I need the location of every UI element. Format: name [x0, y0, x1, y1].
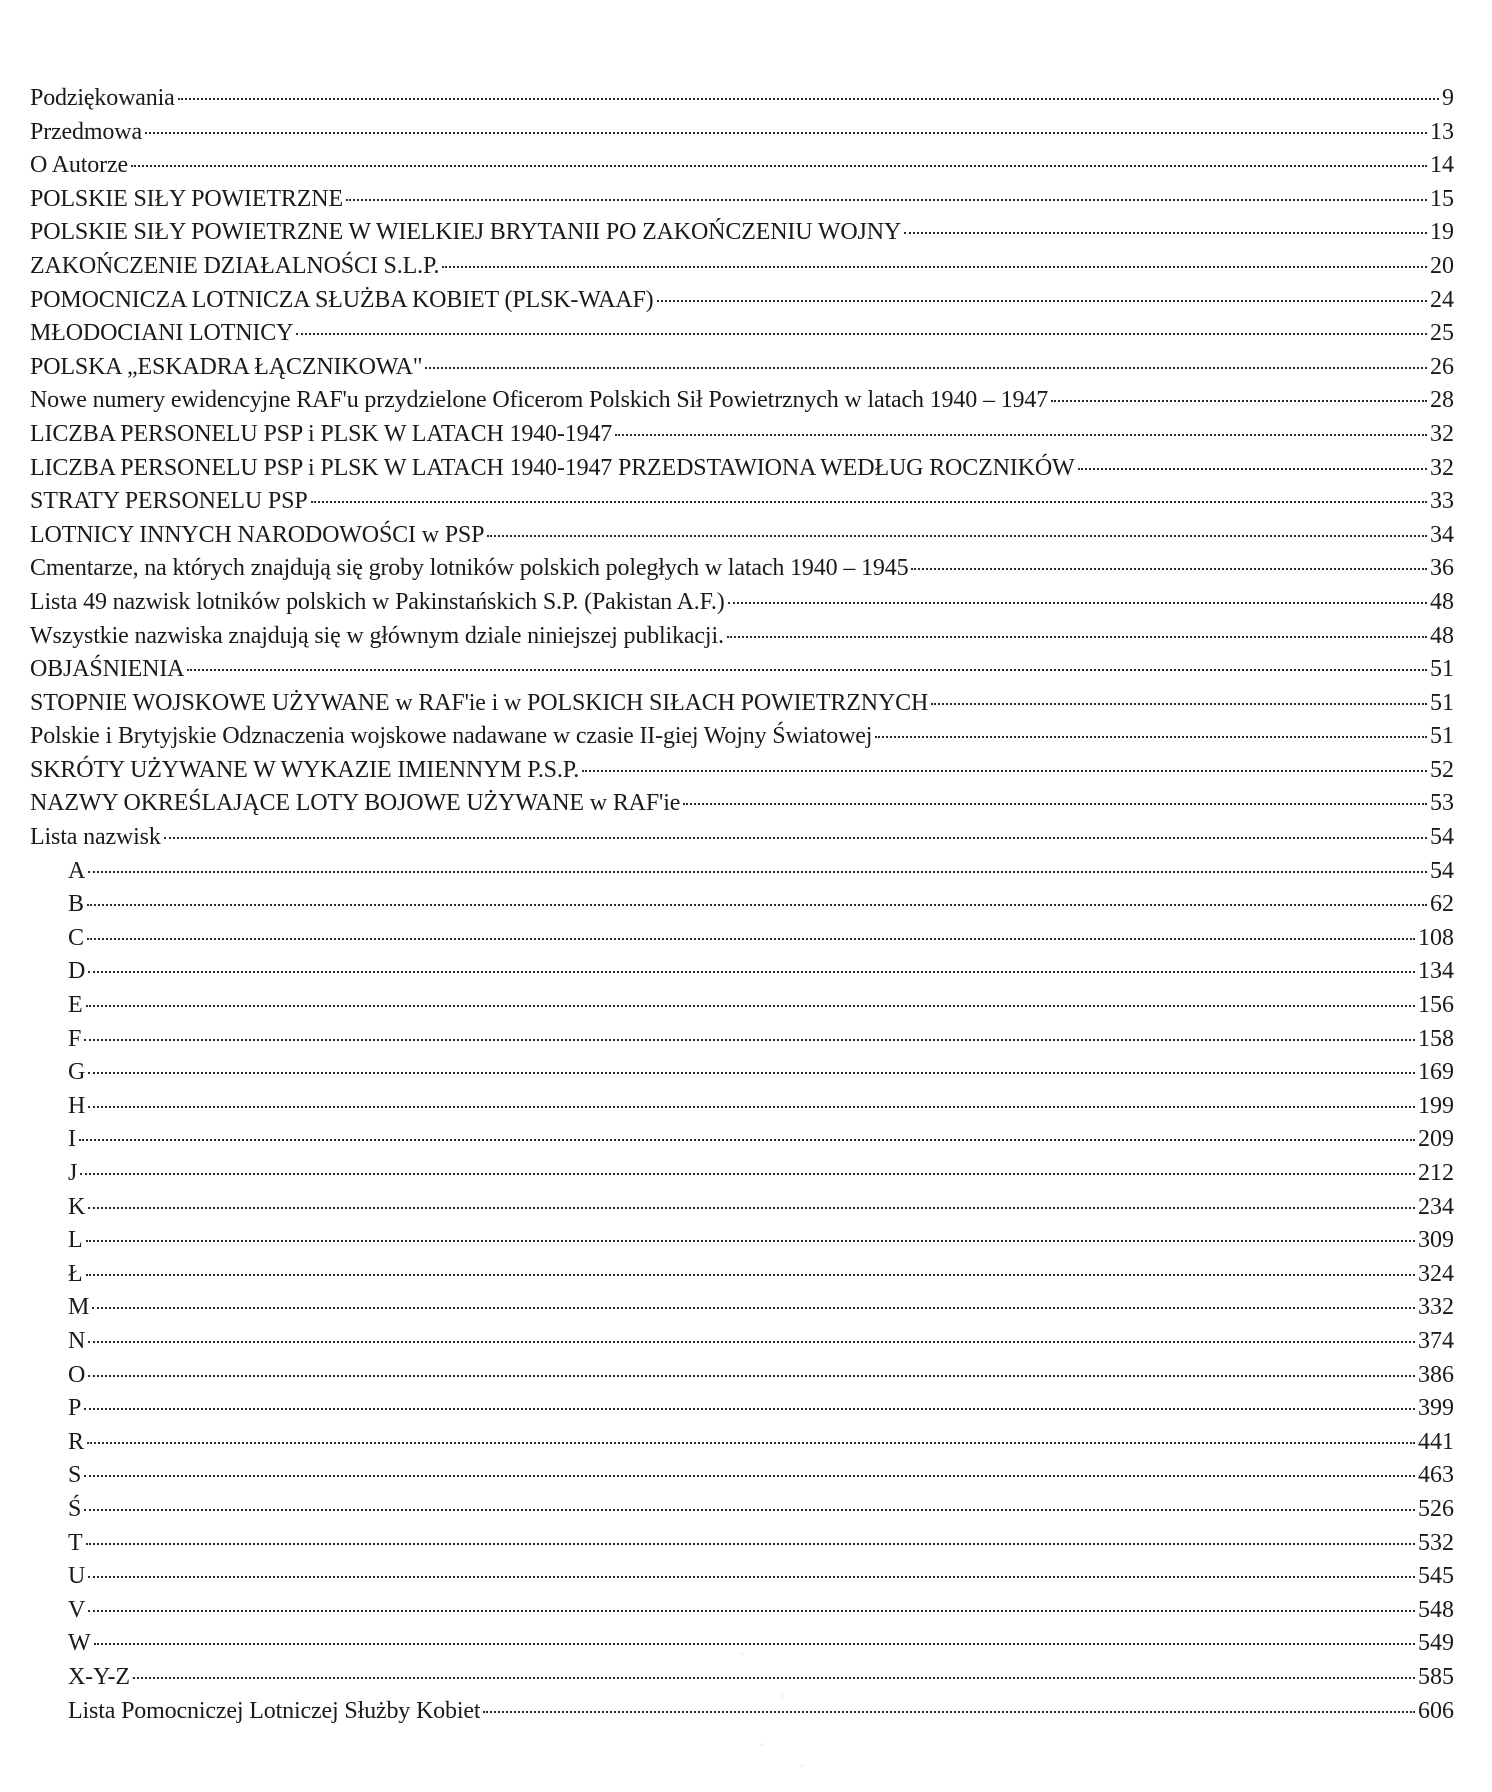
- dot-leader: [88, 1374, 1415, 1377]
- dot-leader: [164, 836, 1427, 839]
- toc-sub-entry-t[interactable]: [30, 1527, 1454, 1561]
- toc-entry-title: NAZWY OKREŚLAJĄCE LOTY BOJOWE UŻYWANE w RAF'ie: [30, 790, 681, 817]
- toc-entry-lotnicy-innych-narodowosci[interactable]: [30, 519, 1454, 553]
- dot-leader: [657, 299, 1428, 302]
- toc-sub-entry-j[interactable]: [30, 1157, 1454, 1191]
- toc-entry-title: S: [68, 1462, 82, 1489]
- toc-entry-title: LICZBA PERSONELU PSP i PLSK W LATACH 1940-1947 PRZEDSTAWIONA WEDŁUG ROCZNIKÓW: [30, 454, 1075, 481]
- toc-entry-title: B: [68, 891, 84, 918]
- toc-sub-entry-i[interactable]: [30, 1123, 1454, 1157]
- dot-leader: [187, 668, 1427, 671]
- toc-entry-nowe-numery-ewidencyjne[interactable]: [30, 384, 1454, 418]
- toc-entry-title: O: [68, 1361, 86, 1388]
- toc-entry-page: 51: [1430, 689, 1454, 716]
- dot-leader: [911, 567, 1427, 570]
- dot-leader: [88, 1206, 1415, 1209]
- dot-leader: [425, 366, 1427, 369]
- toc-entry-title: STRATY PERSONELU PSP: [30, 488, 308, 515]
- dot-leader: [931, 702, 1427, 705]
- toc-entry-page: 53: [1430, 790, 1454, 817]
- toc-entry-title: K: [68, 1193, 86, 1220]
- toc-entry-title: L: [68, 1227, 83, 1254]
- dot-leader: [296, 332, 1427, 335]
- scan-artifact: [722, 1640, 822, 1780]
- toc-entry-title: Lista nazwisk: [30, 824, 161, 851]
- toc-entry-title: Ł: [68, 1260, 83, 1287]
- toc-sub-entry-a[interactable]: [30, 855, 1454, 889]
- toc-entry-page: 332: [1418, 1294, 1454, 1321]
- toc-entry-title: Lista Pomocniczej Lotniczej Służby Kobiet: [68, 1697, 481, 1724]
- toc-entry-page: 374: [1418, 1327, 1454, 1354]
- dot-leader: [88, 1105, 1415, 1108]
- toc-entry-psp-w-wielkiej-brytanii[interactable]: [30, 216, 1454, 250]
- dot-leader: [84, 1407, 1415, 1410]
- toc-entry-objasnienia[interactable]: [30, 653, 1454, 687]
- toc-entry-przedmowa[interactable]: [30, 116, 1454, 150]
- toc-entry-pomocnicza-sluzba-kobiet[interactable]: [30, 284, 1454, 318]
- toc-entry-skroty[interactable]: [30, 754, 1454, 788]
- toc-sub-entry-e[interactable]: [30, 989, 1454, 1023]
- toc-entry-podziekowania[interactable]: [30, 82, 1454, 116]
- dot-leader: [87, 903, 1427, 906]
- dot-leader: [346, 198, 1427, 201]
- toc-sub-entry-u[interactable]: [30, 1560, 1454, 1594]
- toc-entry-page: 24: [1430, 286, 1454, 313]
- toc-entry-page: 441: [1418, 1428, 1454, 1455]
- toc-entry-odznaczenia[interactable]: [30, 720, 1454, 754]
- toc-entry-title: LOTNICY INNYCH NARODOWOŚCI w PSP: [30, 521, 485, 548]
- dot-leader: [904, 231, 1427, 234]
- toc-entry-page: 54: [1430, 857, 1454, 884]
- toc-entry-title: Lista 49 nazwisk lotników polskich w Pakinstańskich S.P. (Pakistan A.F.): [30, 588, 725, 615]
- toc-entry-polskie-sily-powietrzne[interactable]: [30, 183, 1454, 217]
- toc-sub-entry-s[interactable]: [30, 1459, 1454, 1493]
- dot-leader: [88, 1071, 1415, 1074]
- toc-entry-title: H: [68, 1092, 86, 1119]
- toc-entry-title: Nowe numery ewidencyjne RAF'u przydzielone Oficerom Polskich Sił Powietrznych w latach 1940 – 1947: [30, 387, 1049, 414]
- toc-entry-page: 156: [1418, 992, 1454, 1019]
- toc-entry-title: T: [68, 1529, 83, 1556]
- toc-entry-lista-nazwisk[interactable]: [30, 821, 1454, 855]
- toc-sub-entry-h[interactable]: [30, 1090, 1454, 1124]
- toc-entry-title: STOPNIE WOJSKOWE UŻYWANE w RAF'ie i w POLSKICH SIŁACH POWIETRZNYCH: [30, 689, 929, 716]
- toc-entry-page: 386: [1418, 1361, 1454, 1388]
- dot-leader: [875, 735, 1427, 738]
- toc-entry-page: 15: [1430, 185, 1454, 212]
- toc-entry-page: 48: [1430, 622, 1454, 649]
- toc-entry-page: 549: [1418, 1630, 1454, 1657]
- toc-sub-entry-l-stroke[interactable]: [30, 1258, 1454, 1292]
- toc-entry-cmentarze[interactable]: [30, 552, 1454, 586]
- dot-leader: [87, 937, 1415, 940]
- toc-entry-page: 14: [1430, 152, 1454, 179]
- dot-leader: [615, 433, 1427, 436]
- dot-leader: [582, 769, 1427, 772]
- toc-entry-page: 48: [1430, 588, 1454, 615]
- dot-leader: [311, 500, 1427, 503]
- toc-entry-title: W: [68, 1630, 91, 1657]
- dot-leader: [178, 97, 1439, 100]
- dot-leader: [92, 1306, 1415, 1309]
- toc-entry-page: 51: [1430, 723, 1454, 750]
- toc-entry-zakonczenie-dzialalnosci[interactable]: [30, 250, 1454, 284]
- toc-entry-title: ZAKOŃCZENIE DZIAŁALNOŚCI S.L.P.: [30, 252, 440, 279]
- dot-leader: [487, 534, 1427, 537]
- toc-entry-title: Polskie i Brytyjskie Odznaczenia wojskowe nadawane w czasie II-giej Wojny Światowej: [30, 723, 873, 750]
- dot-leader: [145, 131, 1427, 134]
- toc-sub-entry-k[interactable]: [30, 1191, 1454, 1225]
- dot-leader: [84, 1508, 1415, 1511]
- dot-leader: [1051, 399, 1427, 402]
- toc-entry-page: 26: [1430, 353, 1454, 380]
- toc-entry-page: 399: [1418, 1395, 1454, 1422]
- toc-entry-page: 32: [1430, 420, 1454, 447]
- toc-entry-straty-personelu[interactable]: [30, 485, 1454, 519]
- toc-entry-stopnie-wojskowe[interactable]: [30, 687, 1454, 721]
- table-of-contents-page: [30, 82, 1454, 1728]
- toc-entry-page: 51: [1430, 656, 1454, 683]
- toc-entry-title: O Autorze: [30, 152, 128, 179]
- toc-list: [30, 82, 1454, 1728]
- toc-entry-title: POMOCNICZA LOTNICZA SŁUŻBA KOBIET (PLSK-WAAF): [30, 286, 654, 313]
- toc-entry-page: 36: [1430, 555, 1454, 582]
- toc-entry-page: 606: [1418, 1697, 1454, 1724]
- toc-entry-title: POLSKA „ESKADRA ŁĄCZNIKOWA": [30, 353, 423, 380]
- dot-leader: [728, 601, 1427, 604]
- toc-entry-page: 463: [1418, 1462, 1454, 1489]
- toc-entry-o-autorze[interactable]: [30, 149, 1454, 183]
- toc-entry-page: 234: [1418, 1193, 1454, 1220]
- toc-entry-title: V: [68, 1596, 86, 1623]
- toc-entry-title: P: [68, 1395, 82, 1422]
- toc-entry-title: R: [68, 1428, 84, 1455]
- toc-entry-title: POLSKIE SIŁY POWIETRZNE W WIELKIEJ BRYTANII PO ZAKOŃCZENIU WOJNY: [30, 219, 902, 246]
- dot-leader: [79, 1138, 1415, 1141]
- toc-entry-title: M: [68, 1294, 90, 1321]
- toc-entry-page: 532: [1418, 1529, 1454, 1556]
- toc-entry-page: 28: [1430, 387, 1454, 414]
- toc-entry-liczba-personelu-rocznikow[interactable]: [30, 452, 1454, 486]
- dot-leader: [80, 1172, 1415, 1175]
- toc-entry-title: E: [68, 992, 83, 1019]
- toc-entry-title: Ś: [68, 1495, 82, 1522]
- toc-entry-page: 9: [1442, 85, 1454, 111]
- toc-entry-page: 54: [1430, 824, 1454, 851]
- toc-entry-title: G: [68, 1059, 86, 1086]
- dot-leader: [86, 1004, 1415, 1007]
- toc-entry-title: I: [68, 1126, 76, 1153]
- toc-entry-page: 309: [1418, 1227, 1454, 1254]
- toc-entry-liczba-personelu[interactable]: [30, 418, 1454, 452]
- toc-sub-entry-v[interactable]: [30, 1594, 1454, 1628]
- toc-entry-page: 585: [1418, 1663, 1454, 1690]
- dot-leader: [86, 1542, 1415, 1545]
- toc-sub-entry-m[interactable]: [30, 1291, 1454, 1325]
- toc-sub-entry-d[interactable]: [30, 955, 1454, 989]
- toc-entry-page: 158: [1418, 1025, 1454, 1052]
- dot-leader: [86, 1239, 1415, 1242]
- toc-entry-title: C: [68, 924, 84, 951]
- toc-sub-entry-r[interactable]: [30, 1426, 1454, 1460]
- toc-entry-page: 33: [1430, 488, 1454, 515]
- toc-sub-entry-s-acute[interactable]: [30, 1493, 1454, 1527]
- dot-leader: [84, 1038, 1415, 1041]
- dot-leader: [88, 970, 1415, 973]
- toc-sub-entry-l[interactable]: [30, 1224, 1454, 1258]
- dot-leader: [683, 802, 1427, 805]
- toc-entry-title: LICZBA PERSONELU PSP i PLSK W LATACH 1940-1947: [30, 420, 613, 447]
- toc-entry-page: 20: [1430, 252, 1454, 279]
- dot-leader: [483, 1710, 1415, 1713]
- dot-leader: [131, 164, 1427, 167]
- toc-entry-title: POLSKIE SIŁY POWIETRZNE: [30, 185, 343, 212]
- toc-entry-page: 548: [1418, 1596, 1454, 1623]
- toc-entry-title: MŁODOCIANI LOTNICY: [30, 320, 294, 347]
- dot-leader: [88, 1609, 1415, 1612]
- dot-leader: [88, 1575, 1415, 1578]
- toc-entry-page: 25: [1430, 320, 1454, 347]
- toc-entry-title: Wszystkie nazwiska znajdują się w głównym dziale niniejszej publikacji.: [30, 622, 724, 649]
- toc-entry-wszystkie-nazwiska[interactable]: [30, 620, 1454, 654]
- toc-entry-eskadra-lacznikowa[interactable]: [30, 351, 1454, 385]
- toc-entry-page: 52: [1430, 756, 1454, 783]
- toc-entry-title: X-Y-Z: [68, 1663, 130, 1690]
- toc-entry-title: F: [68, 1025, 82, 1052]
- toc-entry-page: 62: [1430, 891, 1454, 918]
- dot-leader: [86, 1273, 1415, 1276]
- toc-entry-title: U: [68, 1563, 86, 1590]
- toc-sub-entry-b[interactable]: [30, 888, 1454, 922]
- toc-entry-title: Przedmowa: [30, 118, 142, 145]
- toc-entry-title: OBJAŚNIENIA: [30, 656, 185, 683]
- toc-entry-page: 32: [1430, 454, 1454, 481]
- toc-entry-title: D: [68, 958, 86, 985]
- dot-leader: [84, 1474, 1415, 1477]
- toc-sub-entry-f[interactable]: [30, 1023, 1454, 1057]
- toc-entry-page: 134: [1418, 958, 1454, 985]
- dot-leader: [88, 870, 1427, 873]
- toc-entry-title: J: [68, 1160, 78, 1186]
- toc-entry-page: 199: [1418, 1092, 1454, 1119]
- toc-sub-entry-g[interactable]: [30, 1056, 1454, 1090]
- toc-sub-entry-o[interactable]: [30, 1359, 1454, 1393]
- toc-entry-page: 526: [1418, 1495, 1454, 1522]
- toc-entry-title: A: [68, 857, 86, 884]
- dot-leader: [727, 635, 1427, 638]
- toc-sub-entry-n[interactable]: [30, 1325, 1454, 1359]
- dot-leader: [87, 1441, 1415, 1444]
- toc-entry-nazwy-lotow-bojowych[interactable]: [30, 787, 1454, 821]
- toc-entry-page: 13: [1430, 118, 1454, 145]
- toc-entry-title: SKRÓTY UŻYWANE W WYKAZIE IMIENNYM P.S.P.: [30, 756, 580, 783]
- toc-entry-page: 545: [1418, 1563, 1454, 1590]
- toc-sub-entry-p[interactable]: [30, 1392, 1454, 1426]
- toc-entry-page: 169: [1418, 1059, 1454, 1086]
- toc-entry-page: 324: [1418, 1260, 1454, 1287]
- toc-entry-title: Podziękowania: [30, 85, 175, 111]
- toc-entry-lista-49-nazwisk[interactable]: [30, 586, 1454, 620]
- toc-entry-title: N: [68, 1327, 86, 1354]
- dot-leader: [442, 265, 1427, 268]
- dot-leader: [1078, 467, 1428, 470]
- toc-entry-page: 209: [1418, 1126, 1454, 1153]
- toc-entry-page: 212: [1418, 1160, 1454, 1186]
- toc-entry-page: 34: [1430, 521, 1454, 548]
- toc-entry-title: Cmentarze, na których znajdują się groby lotników polskich poległych w latach 1940 – 1945: [30, 555, 909, 582]
- toc-sub-entry-c[interactable]: [30, 922, 1454, 956]
- toc-entry-mlodociani-lotnicy[interactable]: [30, 317, 1454, 351]
- dot-leader: [88, 1340, 1415, 1343]
- toc-entry-page: 108: [1418, 924, 1454, 951]
- toc-entry-page: 19: [1430, 219, 1454, 246]
